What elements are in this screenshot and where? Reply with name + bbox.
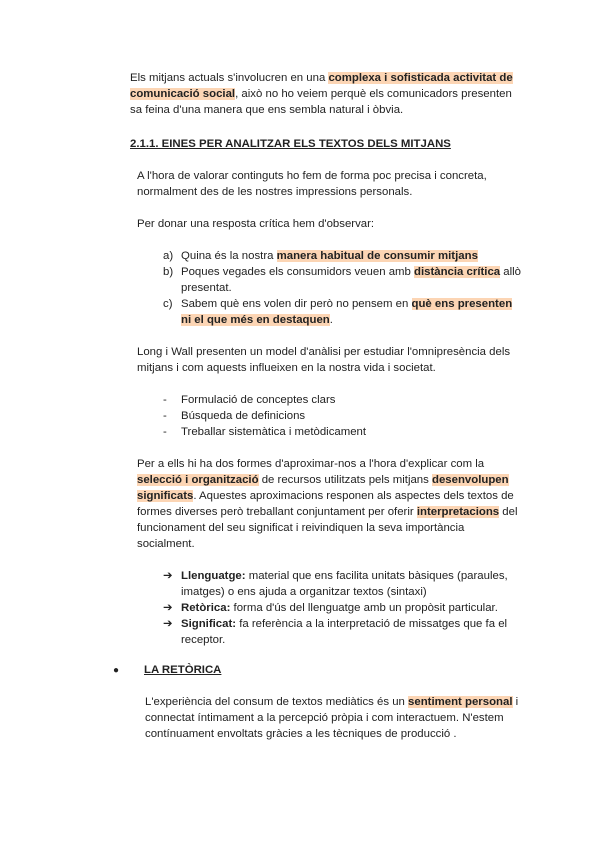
list-item-highlight: distància crítica (414, 266, 501, 278)
intro-highlight: complexa i sofisticada activitat de comunicació social (130, 72, 513, 100)
list-item (163, 296, 523, 328)
list-item-text: forma d'ús del llenguatge amb un propòsit particular. (230, 602, 498, 614)
list-marker: a) (163, 250, 174, 262)
intro-text-1: Els mitjans actuals s'involucren en una (130, 72, 329, 84)
paragraph-observar: Per donar una resposta crítica hem d'observar: (137, 218, 375, 230)
list-item (163, 568, 523, 600)
paragraph-experiencia (145, 694, 520, 742)
paragraph-aproximacions (137, 456, 520, 552)
p4-highlight-2: desenvolupen significats (137, 474, 509, 502)
intro-text-2: , això no ho veiem perquè els comunicadors presenten sa feina d'una manera que ens sembla natural i òbvia. (130, 88, 512, 116)
dash-marker: - (163, 426, 167, 438)
list-marker: c) (163, 298, 173, 310)
p4-highlight-1: selecció i organització (137, 474, 259, 486)
list-item (163, 408, 503, 424)
bullet-heading (113, 662, 413, 679)
list-item-text: Poques vegades els consumidors veuen amb (181, 266, 415, 278)
list-item-text: material que ens facilita unitats bàsiques (paraules, imatges) o ens ajuda a organitzar textos (sintaxi) (181, 570, 508, 598)
list-item-text: Treballar sistemàtica i metòdicament (181, 426, 367, 438)
list-item-term: Significat: (181, 618, 237, 630)
list-item (163, 424, 503, 440)
arrow-icon: ➔ (163, 570, 173, 582)
list-item-text: fa referència a la interpretació de missatges que fa el receptor. (181, 618, 508, 646)
list-item (163, 600, 523, 616)
p4-text-4: del funcionament del seu significat i reivindiquen la seva importància socialment. (137, 506, 518, 550)
list-item-highlight: manera habitual de consumir mitjans (276, 250, 478, 262)
list-item-text-end: allò presentat. (181, 266, 522, 294)
dash-marker: - (163, 410, 167, 422)
list-item (163, 392, 503, 408)
p4-highlight-3: interpretacions (416, 506, 500, 518)
arrow-list (163, 568, 523, 648)
p4-text-1: Per a ells hi ha dos formes d'aproximar-nos a l'hora d'explicar com la (137, 458, 485, 470)
intro-paragraph (130, 70, 520, 118)
p4-text-3: . Aquestes aproximacions responen als aspectes dels textos de formes diverses però treballant conjuntament per oferir (137, 490, 514, 518)
alpha-list (163, 248, 523, 328)
paragraph-long-wall: Long i Wall presenten un model d'anàlisi per estudiar l'omnipresència dels mitjans i com aquests influeixen en la nostra vida i societat. (137, 346, 511, 374)
list-item-text: Formulació de conceptes clars (181, 394, 336, 406)
list-item-term: Retòrica: (181, 602, 231, 614)
section-heading: 2.1.1. EINES PER ANALITZAR ELS TEXTOS DELS MITJANS (130, 138, 451, 150)
list-item-text: Búsqueda de definicions (181, 410, 306, 422)
p5-text-1: L'experiència del consum de textos mediàtics és un (145, 696, 409, 708)
bullet-heading-text: LA RETÒRICA (144, 664, 222, 676)
bullet-icon: ● (113, 665, 120, 676)
arrow-icon: ➔ (163, 602, 173, 614)
list-marker: b) (163, 266, 174, 278)
dash-marker: - (163, 394, 167, 406)
p5-highlight: sentiment personal (408, 696, 513, 708)
list-item-highlight: què ens presenten ni el que més en destaquen (181, 298, 513, 326)
dash-list (163, 392, 503, 440)
p5-text-2: i connectat íntimament a la percepció pròpia i com interactuem. N'estem contínuament envoltats gràcies a les tècniques de producció . (145, 696, 519, 740)
list-item (163, 616, 523, 648)
list-item-text: Sabem què ens volen dir però no pensem en (181, 298, 412, 310)
list-item-term: Llenguatge: (181, 570, 246, 582)
list-item (163, 264, 523, 296)
list-item (163, 248, 523, 264)
paragraph-valorar: A l'hora de valorar continguts ho fem de forma poc precisa i concreta, normalment des de les nostres impressions personals. (137, 170, 487, 198)
arrow-icon: ➔ (163, 618, 173, 630)
list-item-text-end: . (329, 314, 333, 326)
p4-text-2: de recursos utilitzats pels mitjans (258, 474, 433, 486)
list-item-text: Quina és la nostra (181, 250, 277, 262)
